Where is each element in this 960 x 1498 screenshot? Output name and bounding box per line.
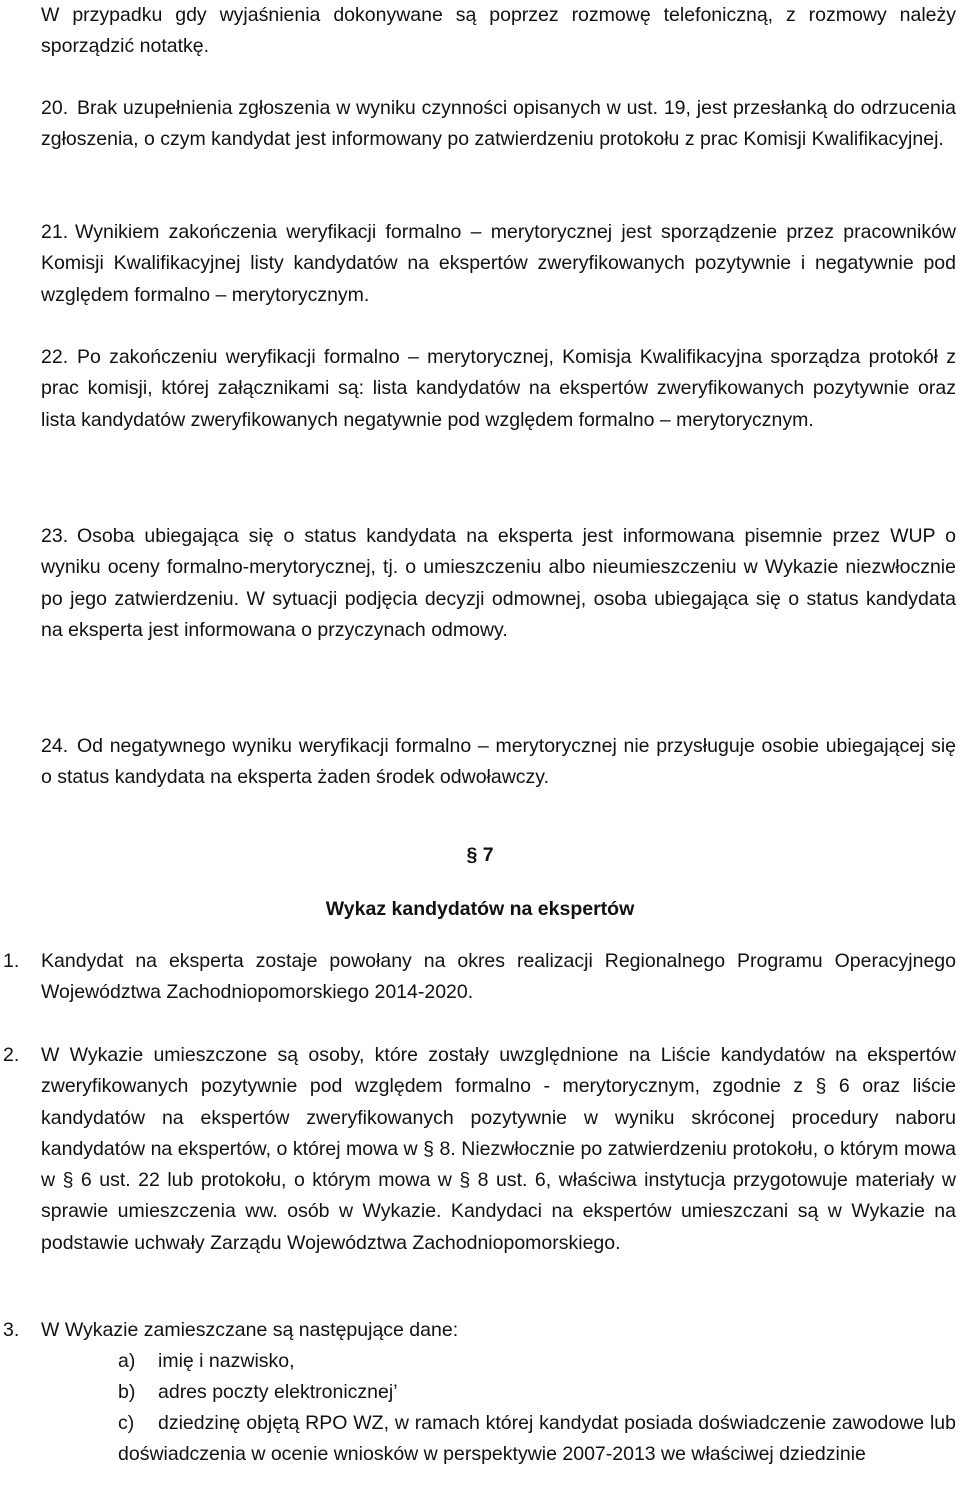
item-number: 24. [41, 735, 69, 757]
item-text: Kandydat na eksperta zostaje powołany na okres realizacji Regionalnego Programu Operacyjnego Województwa Zachodniopomorskiego 2014-2020. [41, 950, 956, 1004]
item-text: W Wykazie umieszczone są osoby, które zostały uwzględnione na Liście kandydatów na ekspertów zweryfikowanych pozytywnie pod względem formalno - merytorycznym, zgodnie z § 6 oraz liście kandydatów na ekspertów zweryfikowanych pozytywnie w wyniku skróconej procedury naboru kandydatów na ekspertów, o której mowa w § 8. Niezwłocznie po zatwierdzeniu protokołu, o którym mowa w § 6 ust. 22 lub protokołu, o którym mowa w § 8 ust. 6, właściwa instytucja przygotowuje materiały w sprawie umieszczenia ww. osób w Wykazie. Kandydaci na ekspertów umieszczani są w Wykazie na podstawie uchwały Zarządu Województwa Zachodniopomorskiego. [41, 1044, 956, 1254]
item-number: 20. [41, 97, 69, 119]
subitem-label: b) [118, 1381, 136, 1403]
subitem-text: imię i nazwisko, [158, 1350, 295, 1372]
subitem-text: adres poczty elektronicznej’ [158, 1381, 398, 1403]
item-number: 1. [3, 950, 20, 972]
subitem-label: c) [118, 1412, 135, 1434]
item-text: Brak uzupełnienia zgłoszenia w wyniku czynności opisanych w ust. 19, jest przesłanką do odrzucenia zgłoszenia, o czym kandydat jest informowany po zatwierdzeniu protokołu z prac Komisji Kwalifikacyjnej. [41, 97, 956, 151]
section-mark: § 7 [466, 844, 494, 866]
item-text: W Wykazie zamieszczane są następujące dane: [41, 1319, 459, 1341]
subitem-text: dziedzinę objętą RPO WZ, w ramach której kandydat posiada doświadczenie zawodowe lub doświadczenia w ocenie wniosków w perspektywie 2007-2013 we właściwej dziedzinie [118, 1412, 956, 1466]
item-text: Po zakończeniu weryfikacji formalno – merytorycznej, Komisja Kwalifikacyjna sporządza protokół z prac komisji, której załącznikami są: lista kandydatów na ekspertów zweryfikowanych pozytywnie oraz lista kandydatów zweryfikowanych negatywnie pod względem formalno – merytorycznym. [41, 346, 956, 431]
subitem-label: a) [118, 1350, 136, 1372]
item-text: Osoba ubiegająca się o status kandydata na eksperta jest informowana pisemnie przez WUP o wyniku oceny formalno-merytorycznej, tj. o umieszczeniu albo nieumieszczeniu w Wykazie niezwłocznie po jego zatwierdzeniu. W sytuacji podjęcia decyzji odmownej, osoba ubiegająca się o status kandydata na eksperta jest informowana o przyczynach odmowy. [41, 525, 956, 641]
section-title: Wykaz kandydatów na ekspertów [325, 898, 635, 920]
item-number: 22. [41, 346, 69, 368]
item-number: 2. [3, 1044, 20, 1066]
item-number: 21. [41, 221, 69, 243]
intro-paragraph: W przypadku gdy wyjaśnienia dokonywane są poprzez rozmowę telefoniczną, z rozmowy należy sporządzić notatkę. [41, 4, 956, 58]
item-text: Wynikiem zakończenia weryfikacji formalno – merytorycznej jest sporządzenie przez pracowników Komisji Kwalifikacyjnej listy kandydatów na ekspertów zweryfikowanych pozytywnie i negatywnie pod względem formalno – merytorycznym. [41, 221, 956, 306]
item-number: 23. [41, 525, 69, 547]
item-text: Od negatywnego wyniku weryfikacji formalno – merytorycznej nie przysługuje osobie ubiegającej się o status kandydata na eksperta żaden środek odwoławczy. [41, 735, 956, 789]
item-number: 3. [3, 1319, 20, 1341]
